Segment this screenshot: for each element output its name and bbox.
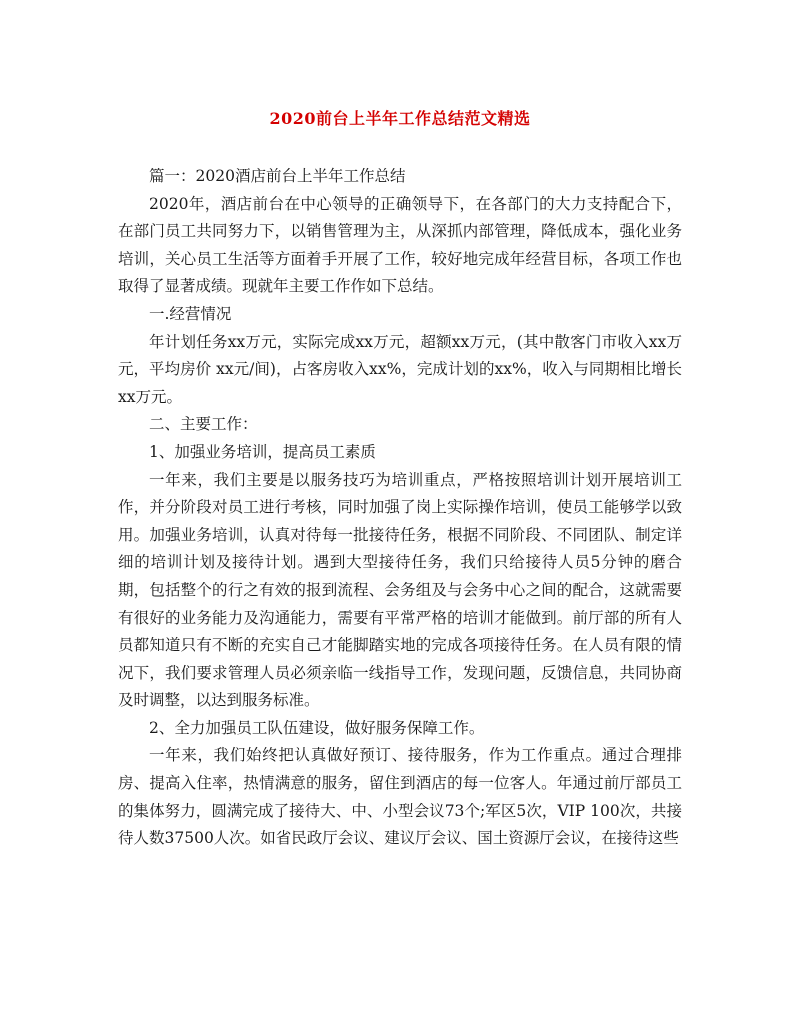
- team-building-paragraph: 一年来，我们始终把认真做好预订、接待服务，作为工作重点。通过合理排房、提高入住率，热情满意的服务，留住到酒店的每一位客人。年通过前厅部员工的集体努力，圆满完成了接待大、中、小型会议73个;军区5次，VIP 100次，共接待人数37500人次。如省民政厅会议、建议厅会议、国土资源厅会议，在接待这些: [118, 746, 682, 848]
- training-paragraph: 一年来，我们主要是以服务技巧为培训重点，严格按照培训计划开展培训工作，并分阶段对员工进行考核，同时加强了岗上实际操作培训，使员工能够学以致用。加强业务培训，认真对待每一批接待任务，根据不同阶段、不同团队、制定详细的培训计划及接待计划。遇到大型接待任务，我们只给接待人员5分钟的磨合期，包括整个的行之有效的报到流程、会务组及与会务中心之间的配合，这就需要有很好的业务能力及沟通能力，需要有平常严格的培训才能做到。前厅部的所有人员都知道只有不断的充实自己才能脚踏实地的完成各项接待任务。在人员有限的情况下，我们要求管理人员必须亲临一线指导工作，发现问题，反馈信息，共同协商及时调整，以达到服务标准。: [118, 470, 682, 710]
- intro-paragraph: 2020年，酒店前台在中心领导的正确领导下，在各部门的大力支持配合下，在部门员工共同努力下，以销售管理为主，从深抓内部管理，降低成本，强化业务培训，关心员工生活等方面着手开展了工作，较好地完成年经营目标，各项工作也取得了显著成绩。现就年主要工作作如下总结。: [118, 194, 682, 296]
- section-heading-main-work: 二、主要工作：: [149, 415, 258, 434]
- subheading-team-building: 2、全力加强员工队伍建设，做好服务保障工作。: [149, 718, 485, 737]
- subheading-training: 1、加强业务培训，提高员工素质: [149, 442, 376, 461]
- document-title: 2020前台上半年工作总结范文精选: [269, 109, 531, 128]
- section-heading-article-one: 篇一：2020酒店前台上半年工作总结: [149, 167, 406, 185]
- document-body: [118, 163, 682, 853]
- section-heading-operations: 一.经营情况: [149, 304, 232, 323]
- operations-paragraph: 年计划任务xx万元，实际完成xx万元，超额xx万元，(其中散客门市收入xx万元，平均房价 xx元/间)，占客房收入xx%，完成计划的xx%，收入与同期相比增长xx万元。: [118, 332, 682, 406]
